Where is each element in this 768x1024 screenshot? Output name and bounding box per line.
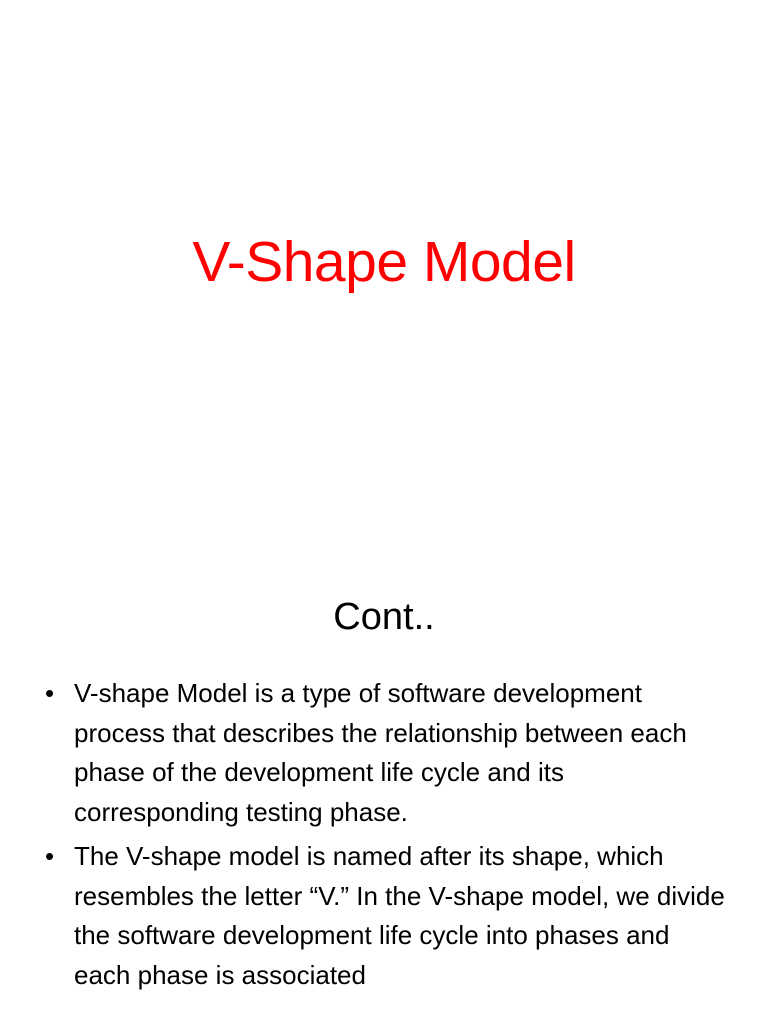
bullet-text: The V-shape model is named after its shape, which resembles the letter “V.” In the V-shape model, we divide the software development life cycle into phases and each phase is associated: [74, 841, 725, 990]
bullet-item: [40, 674, 730, 832]
bullet-list: [40, 674, 730, 995]
bullet-icon: •: [45, 841, 55, 871]
bullet-text: V-shape Model is a type of software development process that describes the relationship between each phase of the development life cycle and its corresponding testing phase.: [74, 678, 687, 827]
bullet-icon: •: [45, 678, 55, 708]
slide-title: V-Shape Model: [192, 230, 576, 294]
slide-heading: Cont..: [333, 596, 435, 638]
content-slide: [0, 576, 768, 1024]
bullet-item: [40, 837, 730, 995]
